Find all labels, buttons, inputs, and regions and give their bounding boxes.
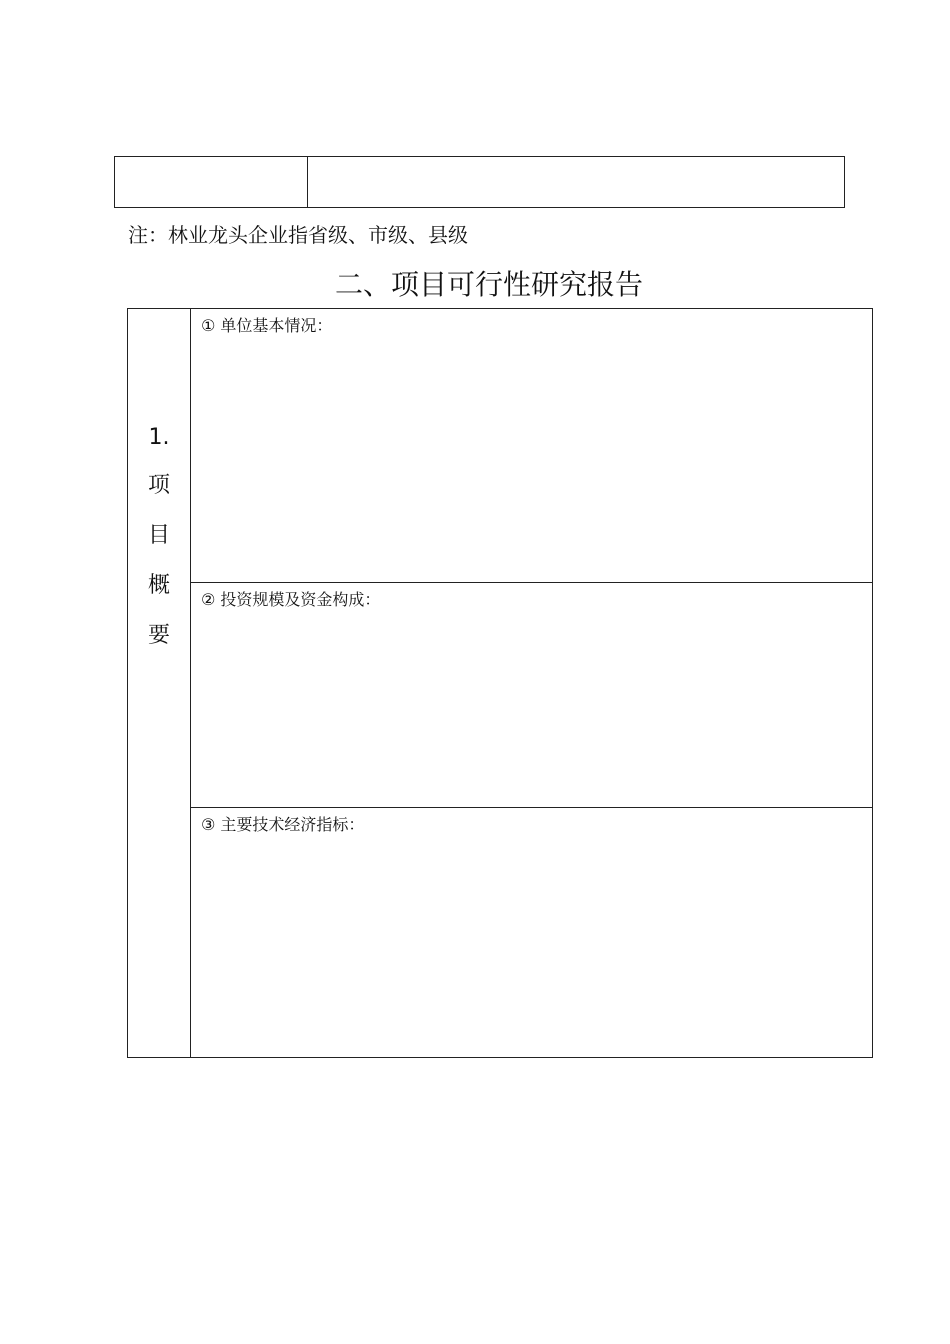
top-table-column-divider: [307, 157, 308, 207]
note-text: 注：林业龙头企业指省级、市级、县级: [128, 223, 468, 247]
project-summary-char-2: 目: [147, 523, 170, 548]
project-summary-char-3: 概: [147, 573, 170, 598]
unit-basic-info-label: ① 单位基本情况：: [201, 316, 333, 335]
project-summary-label-cell: [128, 309, 191, 1057]
investment-scale-label: ② 投资规模及资金构成：: [201, 590, 381, 609]
tech-econ-indicators-label: ③ 主要技术经济指标：: [201, 815, 365, 834]
section-title: 二、项目可行性研究报告: [334, 268, 643, 301]
project-summary-char-4: 要: [147, 623, 170, 648]
top-table: [114, 156, 845, 208]
unit-basic-info-cell[interactable]: [191, 309, 872, 583]
investment-scale-cell[interactable]: [191, 583, 872, 808]
project-summary-number: 1.: [148, 425, 170, 450]
project-summary-char-1: 项: [147, 473, 170, 498]
project-summary-table: [127, 308, 873, 1058]
tech-econ-indicators-cell[interactable]: [191, 808, 872, 1057]
